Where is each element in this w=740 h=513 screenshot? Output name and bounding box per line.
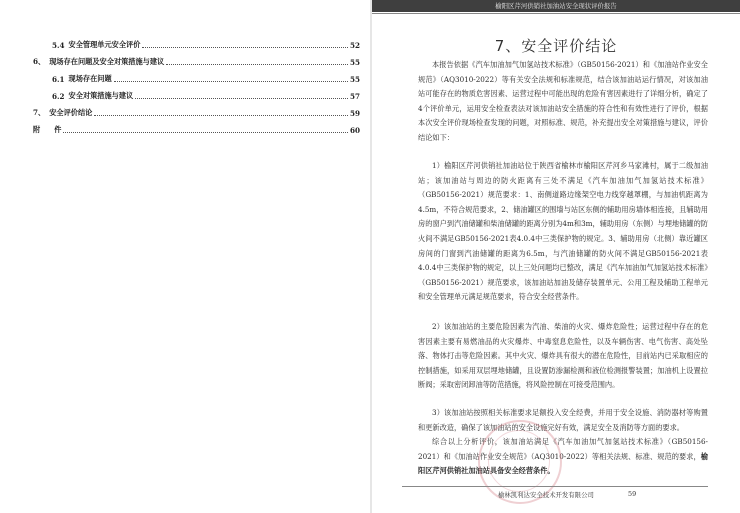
toc-title: 现场存在问题及安全对策措施与建议 — [49, 57, 165, 66]
body-paragraph: 2）该加油站的主要危险因素为汽油、柴油的火灾、爆炸危险性；运营过程中存在的危害因素主要有易燃油品的火灾爆炸、中毒窒息危险性，以及车辆伤害、电气伤害、高处坠落、物体打击等危险因素。其中火灾、爆炸具有很大的潜在危险性，目前站内已采取相应的控制措施，如采用双层埋地储罐，且设置防渗漏检测和液位检测报警装置；加油机上设置拉断阀；采取密闭卸油等防范措施，将风险控制在可接受范围内。 — [418, 322, 708, 390]
header-text: 榆阳区芹河供销社加油站安全现状评价报告 — [495, 2, 617, 10]
body-paragraph: 1）榆阳区芹河供销社加油站位于陕西省榆林市榆阳区芹河乡马家滩村，属于二级加油站；该加油站与周边的防火距离有三处不满足《汽车加油加气加氢站技术标准》（GB50156-2021）规范要求：1、南侧道路边缘架空电力线穿越罩棚，与加油机距离为4.5m，不符合规范要求，2、储油罐区的围墙与站区东侧的辅助用房墙体相连接，且辅助用房的窗户到汽油储罐和柴油储罐的距离分别为4m和3m，辅助用房（东侧）与埋地储罐的防火间不满足GB50156-2021表4.0.4中三类保护物的规定。3、辅助用房（北侧）靠近罐区房间的门窗到汽油储罐的距离为6.5m，与汽油储罐的防火间不满足GB50156-2021表4.0.4中三类保护物的规定，以上三处问题均已整改，满足《汽车加油加气加氢站技术标准》（GB50156-2021）规范要求，该加油站加油及储存装置单元、公用工程及辅助工程单元和安全管理单元满足规范要求，符合安全经营条件。 — [418, 161, 708, 302]
toc-leader — [135, 97, 348, 99]
footer-company: 榆林凯利达安全技术开发有限公司 — [498, 491, 594, 499]
toc-number: 6、 — [33, 57, 46, 66]
toc-leader — [166, 63, 348, 65]
chapter-title: 7、安全评价结论 — [494, 37, 618, 55]
toc-page-number: 55 — [349, 75, 360, 84]
body-paragraph: 3）该加油站按照相关标准要求足额投入安全经费，并用于安全设施、消防器材等购置和更新改造，确保了该加油站的安全设施完好有效，满足安全及消防等方面的要求。 — [418, 408, 708, 432]
toc-leader — [142, 46, 348, 48]
summary-text: 综合以上分析评价，该加油站满足《汽车加油加气加氢站技术标准》（GB50156-2021）和《加油站作业安全规范》（AQ3010-2022）等相关法规、标准、规范的要求， — [418, 437, 708, 461]
toc-entry[interactable] — [52, 91, 360, 101]
toc-title: 安全管理单元安全评价 — [68, 40, 141, 49]
toc-page-number: 52 — [349, 41, 360, 50]
toc-leader — [114, 80, 348, 82]
header-rule — [372, 13, 740, 14]
company-seal-inner — [488, 430, 550, 492]
toc-number: 7、 — [33, 108, 46, 117]
toc-page-number: 55 — [349, 58, 360, 67]
toc-leader — [94, 114, 348, 116]
page-footer — [402, 486, 708, 499]
page-header — [372, 0, 740, 12]
toc-number: 5.4 — [52, 41, 65, 50]
footer-page-number: 59 — [628, 490, 637, 498]
report-page — [372, 0, 740, 513]
toc-page-number: 60 — [349, 126, 360, 135]
summary-conclusion: 榆阳区芹河供销社加油站具备安全经营条件。 — [418, 451, 708, 476]
toc-leader — [63, 131, 348, 133]
toc-title: 现场存在问题 — [68, 74, 112, 83]
body-paragraph: 本报告依据《汽车加油加气加氢站技术标准》（GB50156-2021）和《加油站作业安全规范》（AQ3010-2022）等有关安全法规和标准规范，结合该加油站运行情况，对该加油站可能存在的物质危害因素、运营过程中可能出现的危险有害因素进行了详细分析，确定了4个评价单元，运用安全检查表法对该加油站安全措施的符合性和有效性进行了评价，根据本次安全评价现场检查发现的问题，对照标准、规范，补充提出安全对策措施与建议，评价结论如下： — [418, 60, 708, 142]
toc-title: 安全评价结论 — [49, 108, 93, 117]
toc-entry[interactable] — [52, 40, 360, 50]
toc-entry[interactable] — [52, 74, 360, 84]
toc-number: 6.1 — [52, 75, 65, 84]
toc-title: 安全对策措施与建议 — [68, 91, 134, 100]
toc-entry[interactable] — [33, 125, 360, 135]
toc-entry[interactable] — [33, 108, 360, 118]
toc-page-number: 59 — [349, 109, 360, 118]
toc-page-number: 57 — [349, 92, 360, 101]
toc-number: 附 — [33, 125, 41, 134]
summary-paragraph — [418, 435, 708, 479]
toc-title: 件 — [54, 125, 62, 134]
toc-entry[interactable] — [33, 57, 360, 67]
toc-number: 6.2 — [52, 92, 65, 101]
